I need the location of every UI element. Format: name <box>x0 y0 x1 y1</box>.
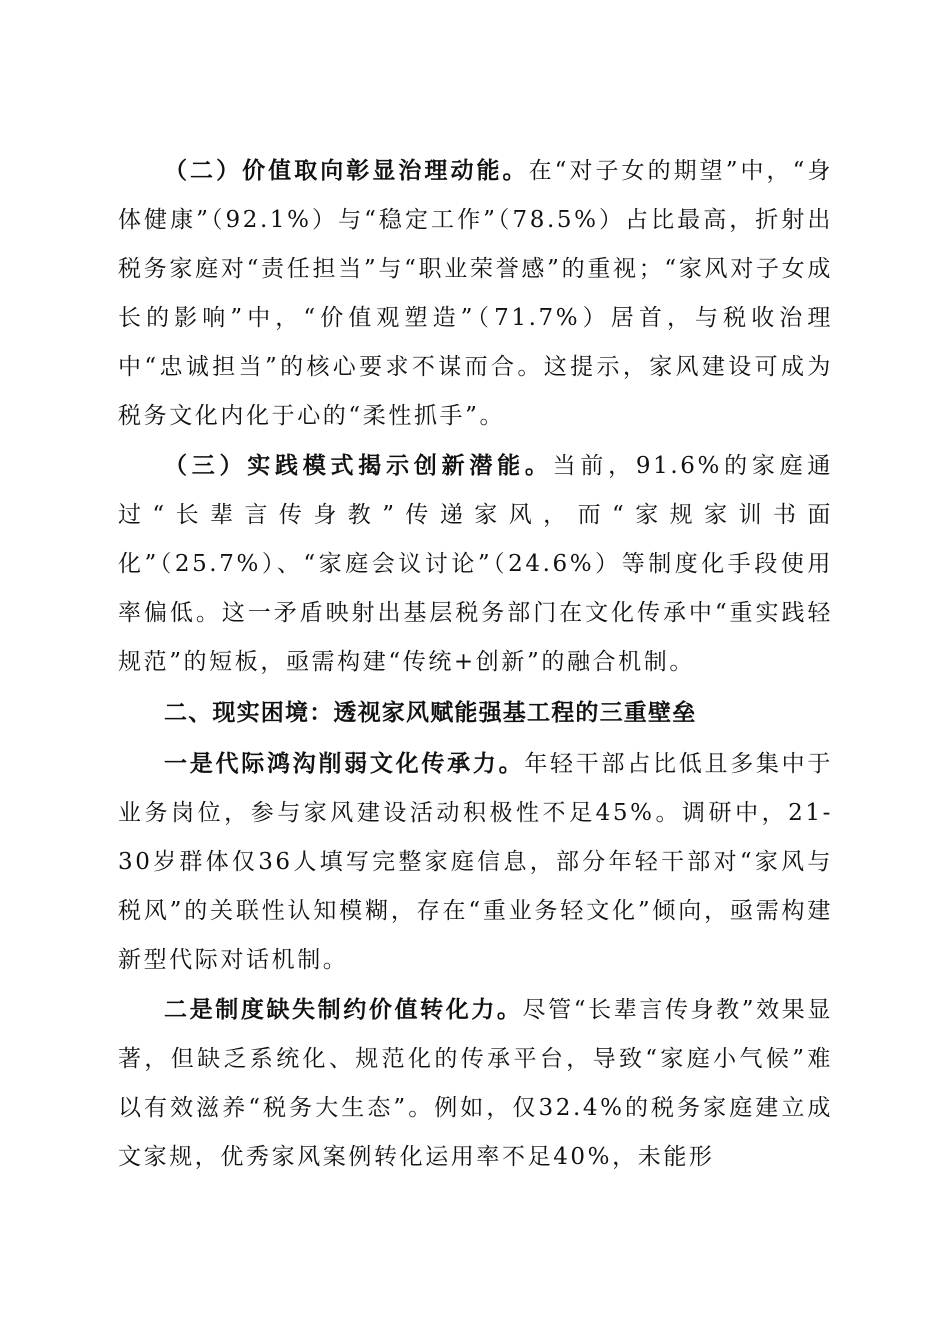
paragraph-text: 尽管“长辈言传身教”效果显著，但缺乏系统化、规范化的传承平台，导致“家庭小气候”难以有效滋养“税务大生态”。例如，仅32.4%的税务家庭建立成文家规，优秀家风案例转化运用率不足40%，未能形 <box>118 997 833 1170</box>
paragraph-text: 年轻干部占比低且多集中于业务岗位，参与家风建设活动积极性不足45%。调研中，21-30岁群体仅36人填写完整家庭信息，部分年轻干部对“家风与税风”的关联性认知模糊，存在“重业务轻文化”倾向，亟需构建新型代际对话机制。 <box>118 751 834 973</box>
paragraph-practice-mode <box>118 441 833 687</box>
paragraph-institutional-gap <box>118 985 833 1182</box>
paragraph-lead: 一是代际鸿沟削弱文化传承力。 <box>164 750 525 777</box>
paragraph-lead: （三）实践模式揭示创新潜能。 <box>164 452 553 479</box>
paragraph-text: 当前，91.6%的家庭通过“长辈言传身教”传递家风，而“家规家训书面化”（25.7%）、“家庭会议讨论”（24.6%）等制度化手段使用率偏低。这一矛盾映射出基层税务部门在文化传承中“重实践轻规范”的短板，亟需构建“传统+创新”的融合机制。 <box>118 453 833 675</box>
paragraph-lead: （二）价值取向彰显治理动能。 <box>164 157 529 184</box>
document-page <box>118 146 833 1182</box>
paragraph-text: 在“对子女的期望”中，“身体健康”（92.1%）与“稳定工作”（78.5%）占比最高，折射出税务家庭对“责任担当”与“职业荣誉感”的重视；“家风对子女成长的影响”中，“价值观塑造”（71.7%）居首，与税收治理中“忠诚担当”的核心要求不谋而合。这提示，家风建设可成为税务文化内化于心的“柔性抓手”。 <box>118 158 833 429</box>
paragraph-generation-gap <box>118 739 833 985</box>
paragraph-value-orientation <box>118 146 833 441</box>
section-heading: 二、现实困境：透视家风赋能强基工程的三重壁垒 <box>164 700 697 726</box>
paragraph-lead: 二是制度缺失制约价值转化力。 <box>164 996 523 1023</box>
